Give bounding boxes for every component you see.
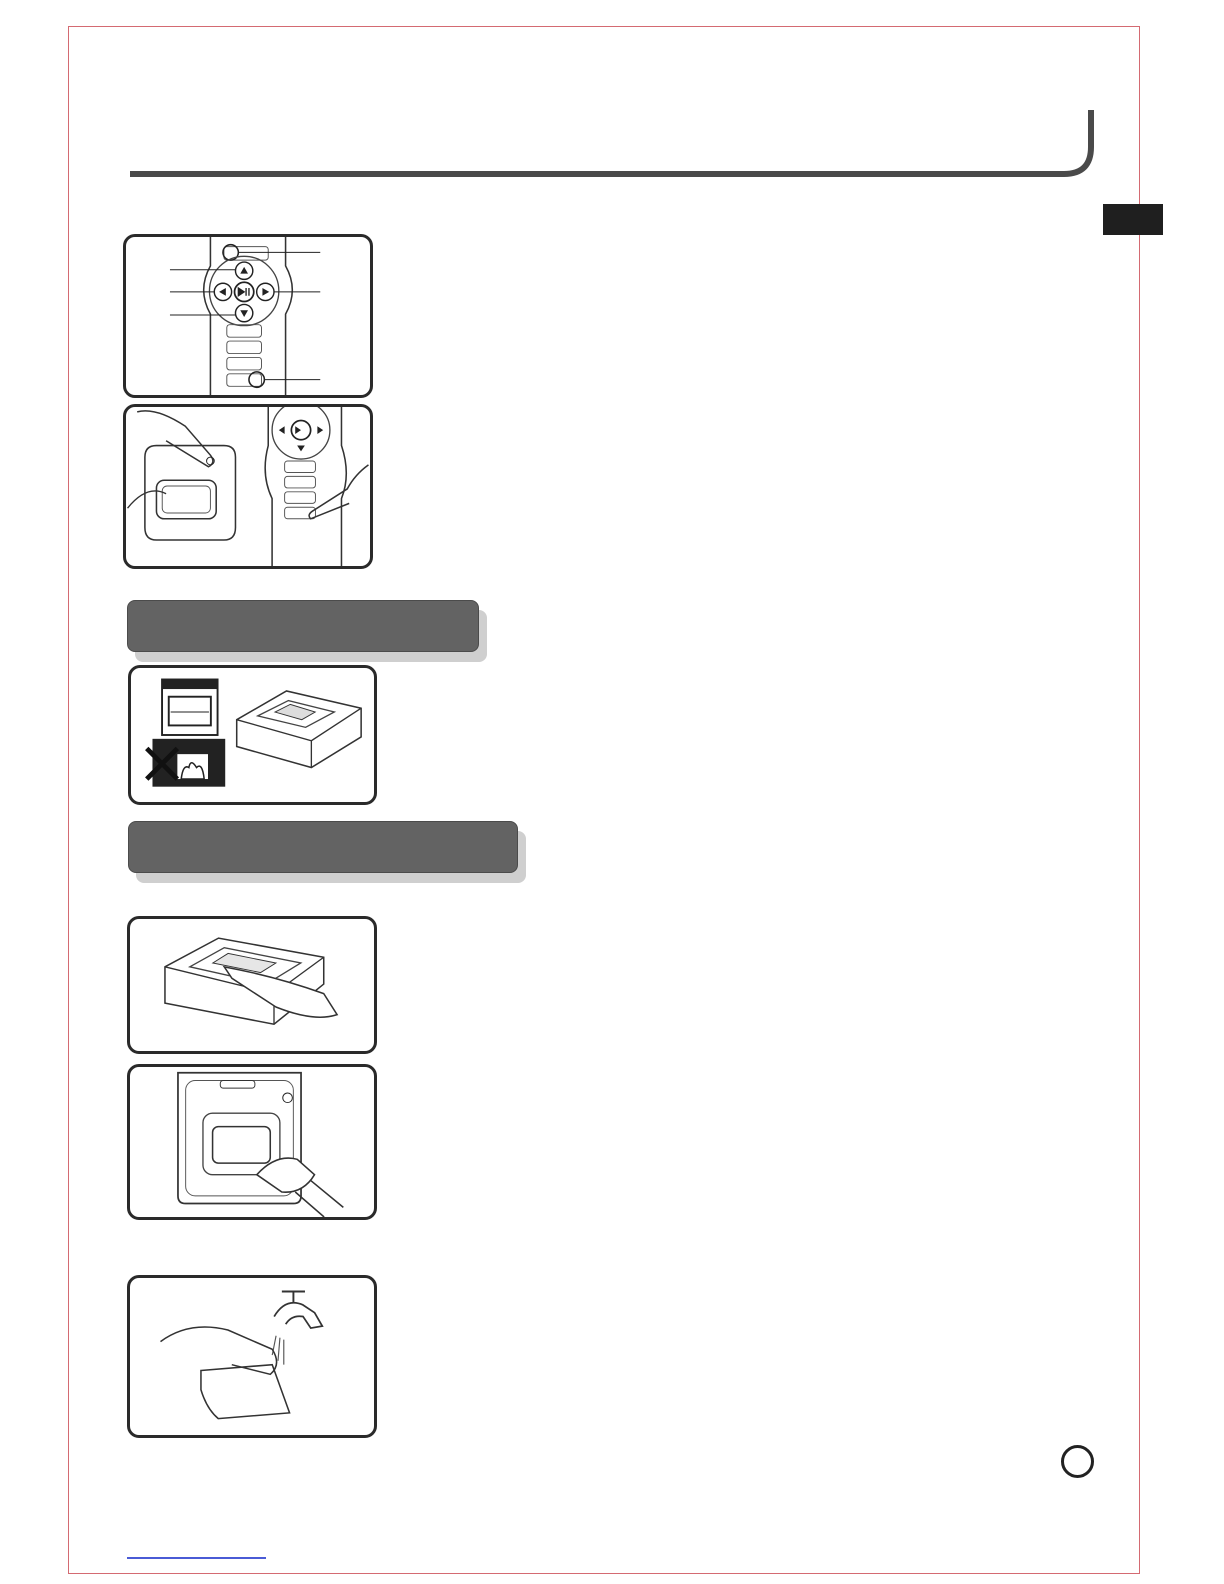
remote-control-icon	[126, 237, 370, 395]
storage-panel	[128, 665, 377, 805]
battery-press-panel	[127, 916, 377, 1054]
language-tab	[1103, 204, 1163, 235]
section-header-storage	[127, 600, 479, 652]
wash-pad-panel	[127, 1275, 377, 1438]
footer-link-underline[interactable]	[127, 1557, 266, 1559]
faucet-wash-pad-icon	[130, 1278, 374, 1435]
hand-press-button-icon	[126, 407, 370, 566]
hand-press-robot-icon	[130, 919, 374, 1051]
pairing-panel	[123, 404, 373, 569]
wipe-robot-panel	[127, 1064, 377, 1220]
cloth-wipe-robot-icon	[130, 1067, 374, 1217]
page-number-badge	[1061, 1445, 1094, 1478]
section-header-maintenance	[128, 821, 518, 873]
remote-control-panel	[123, 234, 373, 398]
oven-fireplace-warning-icon	[131, 668, 374, 802]
header-rule	[0, 0, 1224, 200]
